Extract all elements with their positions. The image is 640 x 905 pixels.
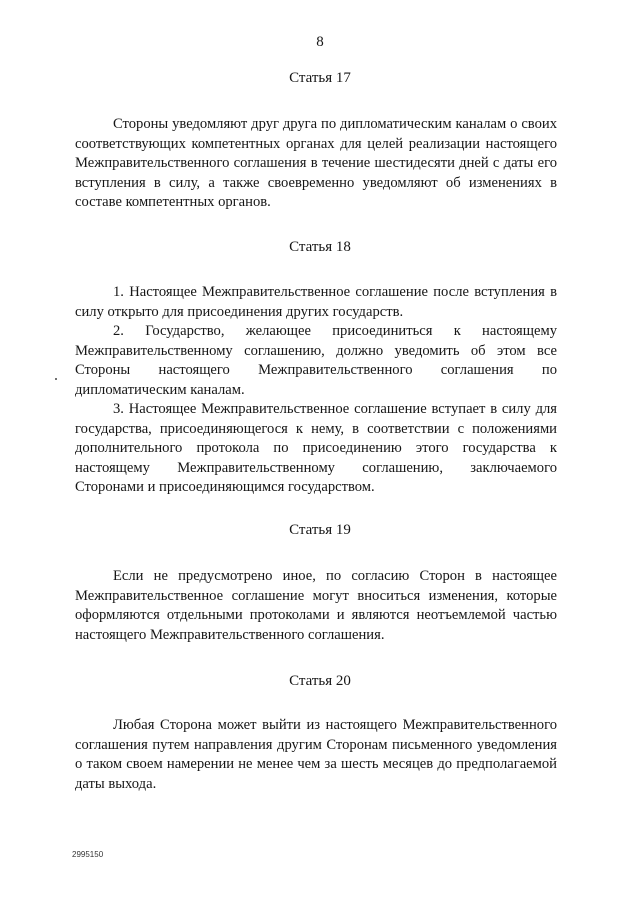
article-20-title: Статья 20	[289, 673, 351, 689]
article-18-paragraph-1: 1. Настоящее Межправительственное соглашение после вступления в силу открыто для присоединения других государств.	[75, 284, 557, 320]
article-17-paragraph-1: Стороны уведомляют друг друга по дипломатическим каналам о своих соответствующих компетентных органах для целей реализации настоящего Межправительственного соглашения в течение шестидесяти дней с даты его вступления в силу, а также своевременно уведомляют об изменениях в составе компетентных органов.	[75, 116, 557, 210]
article-20-paragraph-1: Любая Сторона может выйти из настоящего Межправительственного соглашения путем направления другим Сторонам письменного уведомления о таком своем намерении не менее чем за шесть месяцев до предполагаемой даты выхода.	[75, 717, 557, 792]
page-number: 8	[316, 34, 324, 50]
article-17-title: Статья 17	[289, 70, 351, 86]
article-18-title: Статья 18	[289, 239, 351, 255]
article-19-title: Статья 19	[289, 522, 351, 538]
article-19-paragraph-1: Если не предусмотрено иное, по согласию Сторон в настоящее Межправительственное соглашение могут вноситься изменения, которые оформляются отдельными протоколами и являются неотъемлемой частью настоящего Межправительственного соглашения.	[75, 568, 557, 643]
article-18-paragraph-2: 2. Государство, желающее присоединиться к настоящему Межправительственному соглашению, должно уведомить об этом все Стороны настоящего Межправительственного соглашения по дипломатическим каналам.	[75, 323, 557, 398]
footer-document-code: 2995150	[72, 850, 104, 859]
article-18-paragraph-3: 3. Настоящее Межправительственное соглашение вступает в силу для государства, присоединяющегося к нему, в соответствии с положениями дополнительного протокола по присоединению этого государства к настоящему Межправительственному соглашению, заключаемого Сторонами и присоединяющимся государством.	[75, 401, 557, 495]
margin-mark	[55, 378, 57, 380]
